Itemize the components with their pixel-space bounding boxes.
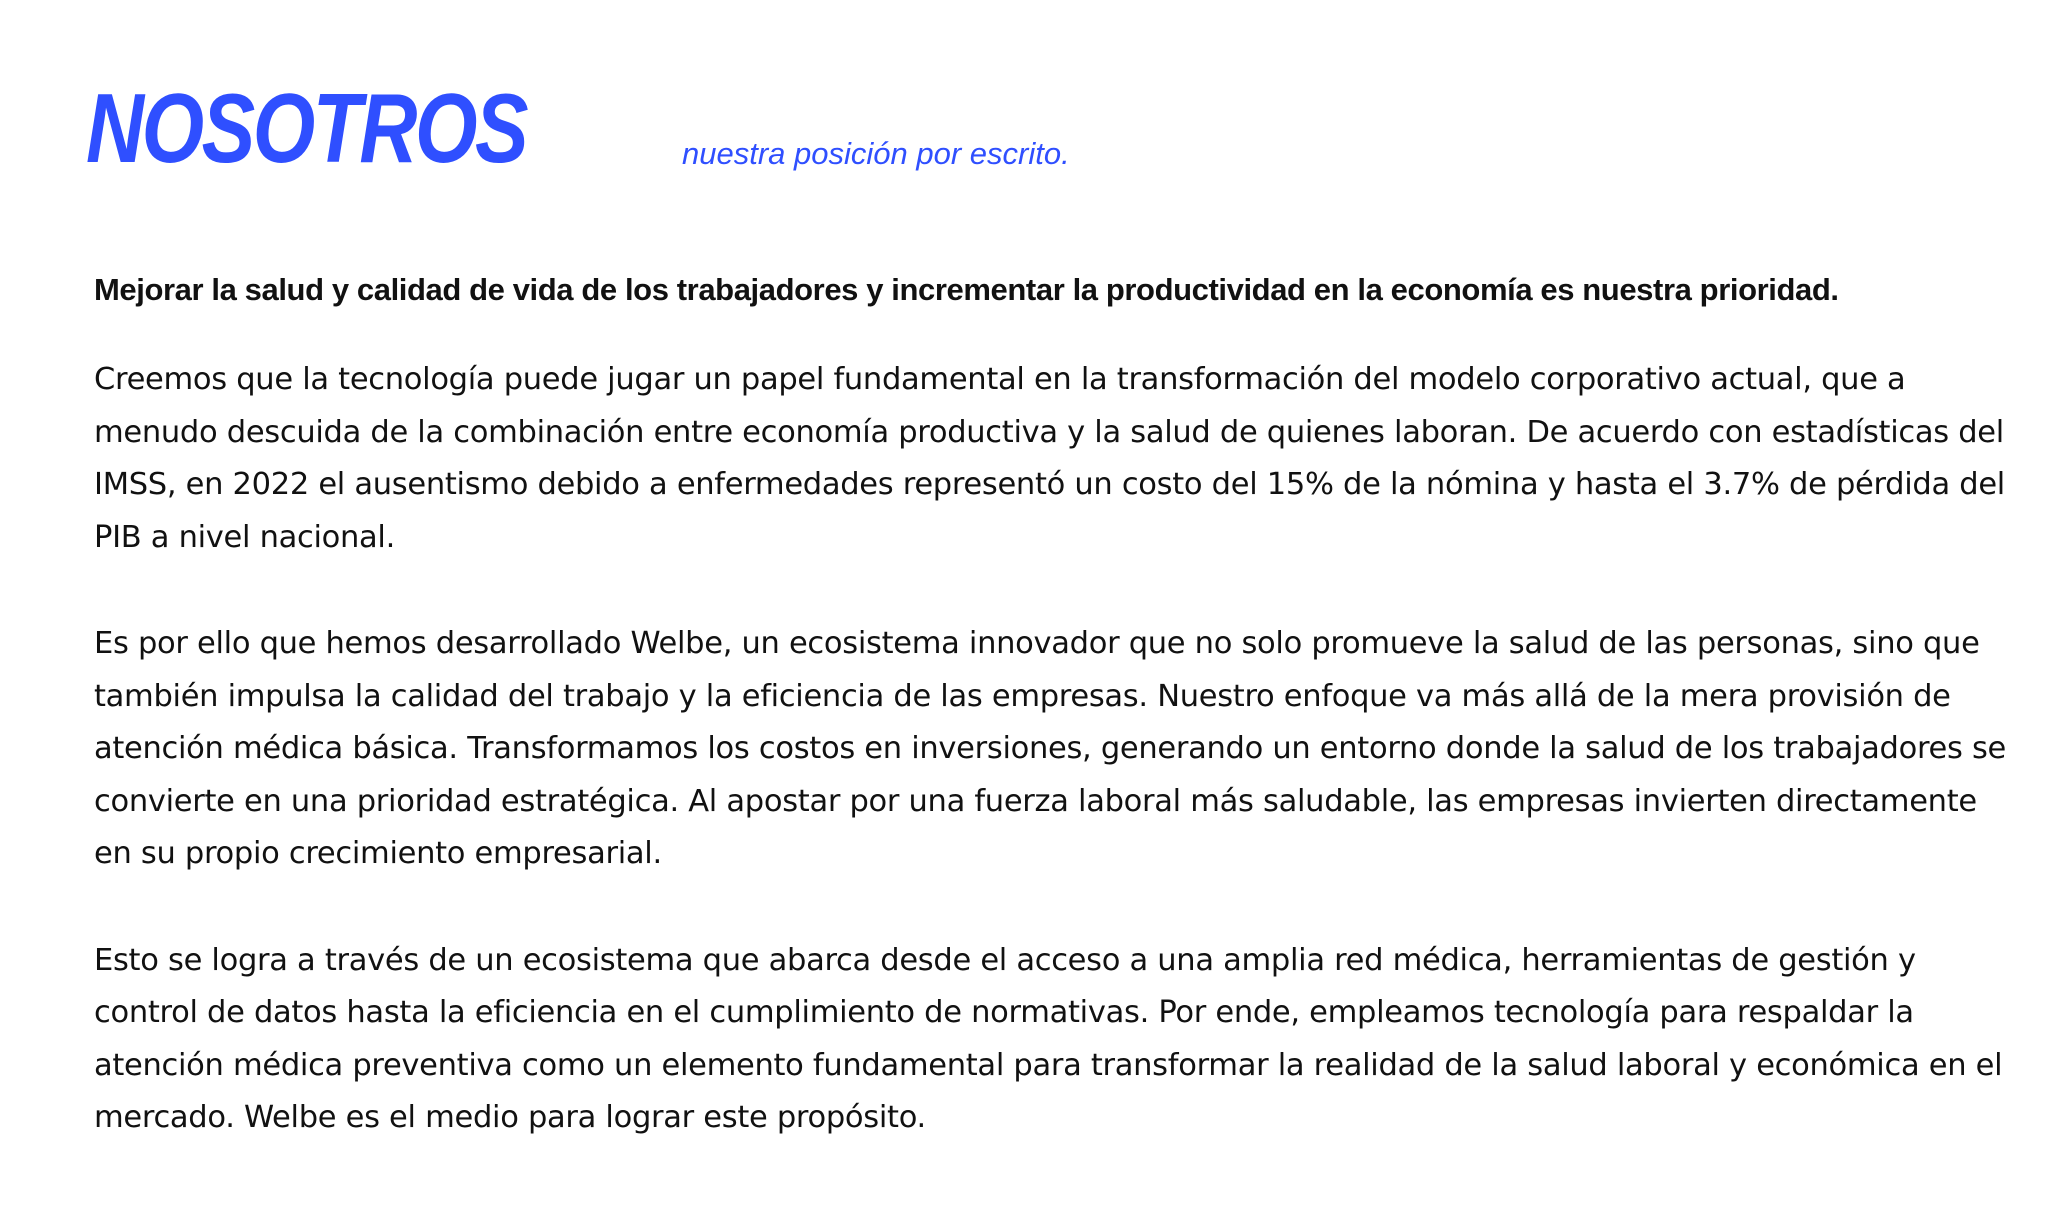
paragraph-context: Creemos que la tecnología puede jugar un papel fundamental en la transformación del modelo corporativo actual, que a menudo descuida de la combinación entre economía productiva y la salud de quienes laboran. De acuerdo con estadísticas del IMSS, en 2022 el ausentismo debido a enfermedades representó un costo del 15% de la nómina y hasta el 3.7% de pérdida del PIB a nivel nacional. [94,362,2005,555]
lead-statement: Mejorar la salud y calidad de vida de los trabajadores y incrementar la productividad en la economía es nuestra prioridad. [94,272,1839,307]
page-title: NOSOTROS [86,73,527,183]
page-tagline: nuestra posición por escrito. [682,136,1070,171]
paragraph-welbe: Es por ello que hemos desarrollado Welbe, un ecosistema innovador que no solo promueve la salud de las personas, sino que también impulsa la calidad del trabajo y la eficiencia de las empresas. Nuestro enfoque va más allá de la mera provisión de atención médica básica. Transformamos los costos en inversiones, generando un entorno donde la salud de los trabajadores se convierte en una prioridad estratégica. Al apostar por una fuerza laboral más saludable, las empresas invierten directamente en su propio crecimiento empresarial. [94,626,2007,871]
body-content [94,264,2014,1145]
paragraph-ecosystem: Esto se logra a través de un ecosistema que abarca desde el acceso a una amplia red médica, herramientas de gestión y control de datos hasta la eficiencia en el cumplimiento de normativas. Por ende, empleamos tecnología para respaldar la atención médica preventiva como un elemento fundamental para transformar la realidad de la salud laboral y económica en el mercado. Welbe es el medio para lograr este propósito. [94,942,2003,1135]
